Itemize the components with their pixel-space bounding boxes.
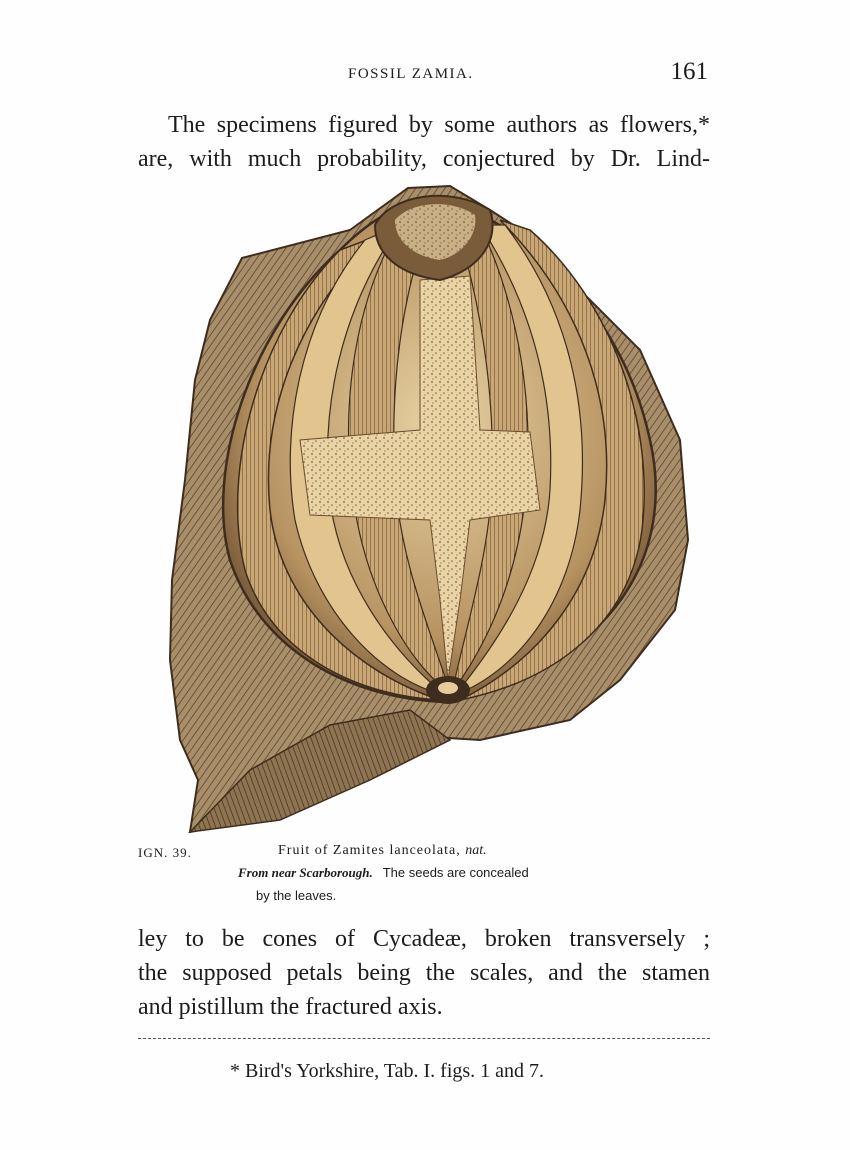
figure-title [278,843,487,859]
text-line: ley to be cones of Cycadeæ, broken transversely ; [138,926,710,952]
figure-title-text: Fruit of Zamites lanceolata, [278,843,461,858]
text-line: the supposed petals being the scales, and the stamen [138,960,710,986]
figure-caption-line-2 [238,865,529,881]
running-head [138,58,708,90]
figure-caption [138,843,710,909]
footnote: * Bird's Yorkshire, Tab. I. figs. 1 and 7. [230,1060,545,1082]
fossil-illustration [150,180,710,840]
fossil-zamia-fruit-engraving [150,180,710,840]
figure-caption-line-3: by the leaves. [256,888,337,903]
text-line: The specimens figured by some authors as flowers,* [168,112,710,138]
page-number: 161 [670,58,708,85]
paragraph-top [138,108,710,176]
running-title: FOSSIL ZAMIA. [348,66,474,82]
figure-title-suffix: nat. [465,843,487,858]
text-line: are, with much probability, conjectured by Dr. Lind- [138,146,710,172]
footnote-divider [138,1038,710,1039]
figure-location: From near Scarborough. [238,865,373,880]
figure-number: IGN. 39. [138,845,192,860]
figure-note: The seeds are concealed [382,865,529,880]
text-line: and pistillum the fractured axis. [138,994,443,1020]
paragraph-bottom [138,922,710,1024]
